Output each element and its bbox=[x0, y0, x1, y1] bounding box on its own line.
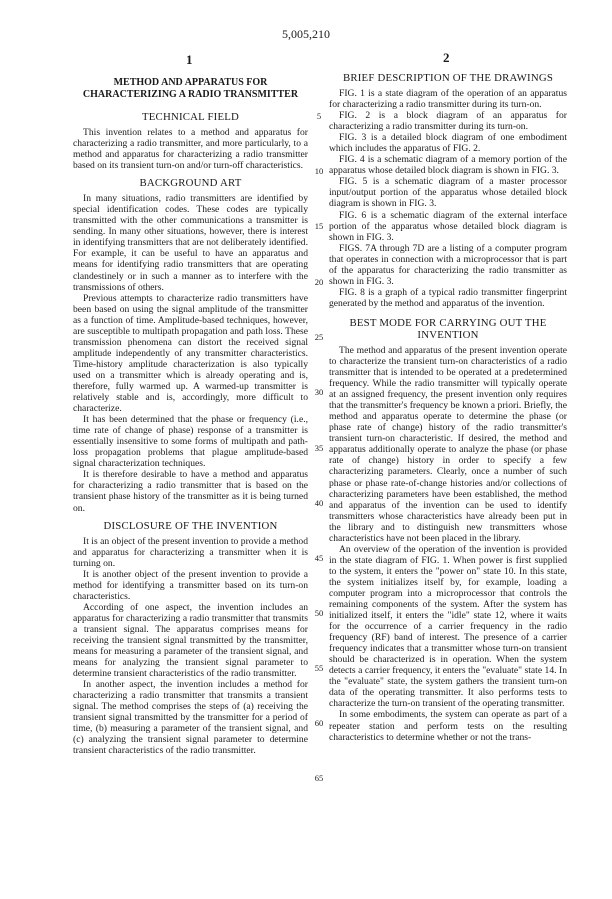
paragraph: FIG. 5 is a schematic diagram of a master processor input/output portion of the apparatus whose detailed block diagram is shown in FIG. 3. bbox=[329, 176, 567, 210]
line-number: 50 bbox=[314, 608, 324, 618]
paragraph: FIG. 3 is a detailed block diagram of one embodiment which includes the apparatus of FIG. 2. bbox=[329, 132, 567, 155]
right-column bbox=[329, 72, 567, 743]
section-heading-disclosure: DISCLOSURE OF THE INVENTION bbox=[103, 519, 278, 532]
paragraph: The method and apparatus of the present invention operate to characterize the transient turn-on characteristics of a radio transmitter that is intended to be operated at a predetermined frequency. While the radio transmitter will typically operate at an assigned frequency, the present invention only requires that the transmitter's frequency be known a priori. Briefly, the method and apparatus operate to determine the phase (or phase rate of change) history of the radio transmitter's transient turn-on characteristic. If desired, the method and apparatus additionally operate to analyze the phase (or phase rate of change) history in order to specify a few characterizing parameters. Clearly, once a number of such phase or phase rate-of-change histories and/or collections of characterizing parameters have been established, the method and apparatus of the invention can be used to identify transmitters whose characteristics have already been put in the library and to distinguish new transmitters whose characteristics have not been placed in the library. bbox=[329, 344, 567, 544]
title-line: CHARACTERIZING A RADIO TRANSMITTER bbox=[82, 89, 299, 100]
paragraph: In many situations, radio transmitters are identified by special identification codes. These codes are typically transmitted with the other communications a transmitter is sending. In many other situations, however, there is interest in identifying transmitters that are not deliberately identified. For example, it can be useful to have an apparatus and means for identifying radio transmitters that are operating clandestinely or in such a manner as to interfere with the transmissions of others. bbox=[73, 193, 308, 293]
patent-number: 5,005,210 bbox=[282, 27, 330, 41]
paragraph: In some embodiments, the system can operate as part of a repeater station and perform tests on the resulting characteristics to determine whether or not the trans- bbox=[329, 709, 567, 743]
paragraph: It is therefore desirable to have a method and apparatus for characterizing a radio transmitter that is based on the transient phase history of the transmitter as it is being turned on. bbox=[73, 469, 308, 514]
paragraph: FIG. 6 is a schematic diagram of the external interface portion of the apparatus whose detailed block diagram is shown in FIG. 3. bbox=[329, 209, 567, 243]
line-number: 45 bbox=[314, 553, 324, 563]
column-number-right: 2 bbox=[443, 50, 450, 65]
line-number: 55 bbox=[314, 663, 324, 673]
line-number: 5 bbox=[316, 111, 322, 121]
paragraph: FIG. 4 is a schematic diagram of a memory portion of the apparatus whose detailed block diagram is shown in FIG. 3. bbox=[329, 154, 567, 177]
line-number: 10 bbox=[314, 166, 324, 176]
line-number: 30 bbox=[314, 387, 324, 397]
paragraph: FIG. 2 is a block diagram of an apparatus for characterizing a radio transmitter during its turn-on. bbox=[329, 110, 567, 133]
line-number: 60 bbox=[314, 718, 324, 728]
line-number: 35 bbox=[314, 443, 324, 453]
line-number: 20 bbox=[314, 277, 324, 287]
paragraph: This invention relates to a method and apparatus for characterizing a radio transmitter, and more particularly, to a method and apparatus for characterizing a radio transmitter based on its transient turn-on and/or turn-off characteristics. bbox=[73, 127, 308, 172]
left-column bbox=[73, 77, 308, 756]
paragraph: An overview of the operation of the invention is provided in the state diagram of FIG. 1. When power is first supplied to the system, it enters the "power on" state 10. In this state, the system initializes itself by, for example, loading a computer program into a microprocessor that controls the remaining components of the system. After the system has initialized itself, it enters the "idle" state 12, where it waits for the occurrence of a carrier frequency in the radio frequency (RF) band of interest. The presence of a carrier frequency indicates that a transmitter whose turn-on transient should be characterized is in operation. When the system detects a carrier frequency, it enters the "evaluate" state 14. In the "evaluate" state, the system gathers the transient turn-on data of the operating transmitter. It also performs tests to characterize the turn-on transient of the operating transmitter. bbox=[329, 543, 567, 710]
document-title bbox=[73, 77, 308, 101]
section-heading-technical-field: TECHNICAL FIELD bbox=[141, 111, 240, 123]
paragraph: It is another object of the present invention to provide a method for identifying a transmitter based on its turn-on characteristics. bbox=[73, 568, 308, 602]
line-number: 40 bbox=[314, 498, 324, 508]
line-number: 15 bbox=[314, 221, 324, 231]
section-heading-brief-description: BRIEF DESCRIPTION OF THE DRAWINGS bbox=[342, 72, 554, 84]
line-number: 65 bbox=[314, 773, 324, 783]
paragraph: FIG. 1 is a state diagram of the operation of an apparatus for characterizing a radio transmitter during its turn-on. bbox=[329, 88, 567, 111]
section-heading-background-art: BACKGROUND ART bbox=[139, 177, 242, 190]
line-number: 25 bbox=[314, 332, 324, 342]
paragraph: FIG. 8 is a graph of a typical radio transmitter fingerprint generated by the method and apparatus of the invention. bbox=[329, 286, 567, 309]
paragraph: FIGS. 7A through 7D are a listing of a computer program that operates in connection with a microprocessor that is part of the apparatus for characterizing the radio transmitter as shown in FIG. 3. bbox=[329, 242, 567, 287]
paragraph: Previous attempts to characterize radio transmitters have been based on using the signal amplitude of the transmitter as a function of time. Amplitude-based techniques, however, are susceptible to multipath propagation and path loss. These transmission phenomena can distort the received signal amplitude independently of any transmitter characteristics. Time-history amplitude characterization is also typically used on a transmitter which is already operating and is, therefore, fully warmed up. A warmed-up transmitter is relatively stable and is, accordingly, more difficult to characterize. bbox=[73, 292, 308, 415]
title-line: METHOD AND APPARATUS FOR bbox=[113, 77, 268, 88]
paragraph: According of one aspect, the invention includes an apparatus for characterizing a radio transmitter that transmits a transient signal. The apparatus comprises means for receiving the transient signal transmitted by the transmitter, means for measuring a parameter of the transient signal, and means for analyzing the transient signal parameter to determine transient characteristics of the radio transmitter. bbox=[73, 601, 308, 680]
paragraph: It has been determined that the phase or frequency (i.e., time rate of change of phase) response of a transmitter is essentially insensitive to some forms of multipath and path-loss propagation problems that plague amplitude-based signal characterization techniques. bbox=[73, 414, 308, 470]
paragraph: It is an object of the present invention to provide a method and apparatus for characterizing a transmitter when it is turning on. bbox=[73, 535, 308, 569]
column-number-left: 1 bbox=[186, 52, 193, 67]
section-heading-best-mode: BEST MODE FOR CARRYING OUT THE INVENTION bbox=[349, 316, 547, 341]
paragraph: In another aspect, the invention includes a method for characterizing a radio transmitter that transmits a transient signal. The method comprises the steps of (a) receiving the transient signal transmitted by the transmitter for a period of time, (b) measuring a parameter of the transient signal, and (c) analyzing the transient signal parameter to determine transient characteristics of the radio transmitter. bbox=[73, 679, 308, 757]
